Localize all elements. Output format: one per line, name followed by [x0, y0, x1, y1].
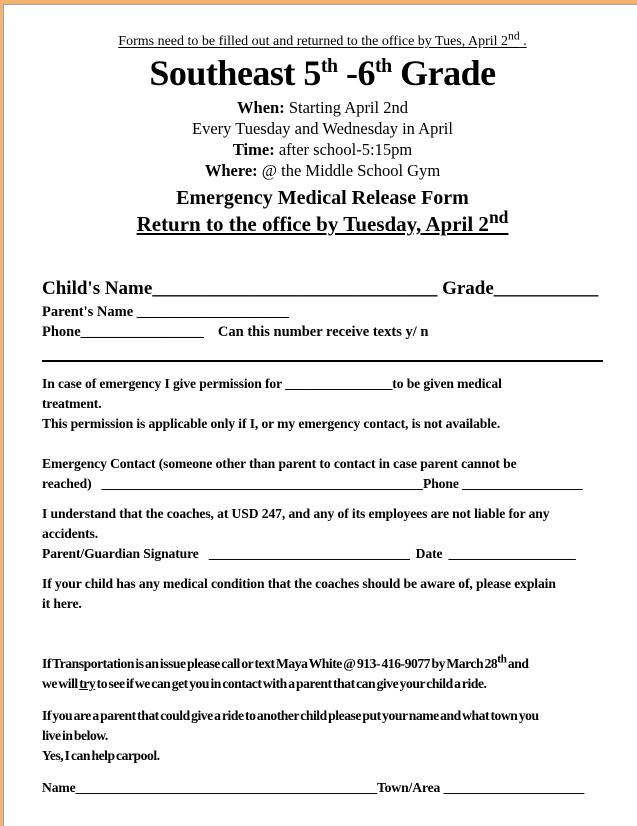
permission-paragraph [42, 374, 603, 434]
permission-blank: ________________ [285, 376, 393, 391]
emergency-contact-paragraph [42, 454, 603, 494]
ordinal-suffix: th [375, 55, 392, 77]
transportation-line-2 [42, 674, 603, 694]
transportation-line-1 [42, 654, 603, 674]
date-blank: ___________________ [448, 546, 576, 561]
transportation-paragraph-1 [42, 654, 603, 694]
title-part: Grade [391, 53, 496, 93]
transportation-text: to see if we can get you in contact with a parent that can give your child a ride. [95, 676, 487, 691]
top-notice-text: Forms need to be filled out and returned to the office by Tues, April 2 [118, 34, 509, 49]
ordinal-suffix: th [497, 653, 507, 666]
reached-label: reached) [42, 476, 92, 491]
transportation-text: and [506, 656, 529, 671]
parent-name-label: Parent's Name [42, 304, 137, 320]
ordinal-suffix: th [320, 55, 338, 77]
time-value: after school-5:15pm [274, 140, 413, 159]
emergency-contact-line-1: Emergency Contact (someone other than parent to contact in case parent cannot be [42, 456, 517, 471]
parent-name-blank: _____________________ [136, 304, 290, 320]
time-line [42, 139, 603, 160]
ordinal-suffix: nd [488, 207, 509, 227]
town-label: Town/Area [376, 780, 444, 795]
ordinal-suffix: nd [508, 29, 520, 43]
medical-condition-line-2: it here. [42, 596, 82, 611]
emergency-phone-blank: __________________ [462, 476, 583, 491]
time-label: Time: [232, 140, 275, 159]
return-notice-text: Return to the office by Tuesday, April 2 [136, 212, 489, 236]
return-notice [42, 207, 603, 238]
schedule-line: Every Tuesday and Wednesday in April [192, 119, 453, 138]
transportation-text: If Transportation is an issue please call or text Maya White @ 913- 416-9077 by March 28 [42, 656, 498, 671]
phone-question: Can this number receive texts y/ n [217, 324, 429, 340]
permission-text: to be given medical [392, 376, 502, 391]
medical-condition-line-1: If your child has any medical condition that the coaches should be aware of, please explain [42, 576, 556, 591]
liability-paragraph [42, 504, 603, 564]
title-part: Southeast 5 [149, 53, 321, 93]
liability-line-1: I understand that the coaches, at USD 247, and any of its employees are not liable for any [42, 506, 550, 521]
when-line [42, 97, 603, 118]
document-page [3, 4, 637, 826]
when-value: Starting April 2nd [284, 98, 408, 117]
grade-blank: ___________ [493, 278, 599, 299]
child-name-row [42, 276, 603, 302]
signature-row [42, 544, 603, 564]
phone-row [42, 322, 603, 342]
permission-line-3: This permission is applicable only if I, or my emergency contact, is not available. [42, 416, 501, 431]
where-label: Where: [204, 161, 258, 180]
title-part: -6 [337, 53, 376, 93]
section-divider [42, 360, 603, 362]
transportation-text: we will [42, 676, 80, 691]
permission-text: In case of emergency I give permission for [42, 376, 286, 391]
when-label: When: [237, 98, 285, 117]
try-emphasis: try [79, 676, 96, 691]
liability-line-2: accidents. [42, 526, 99, 541]
carpool-line-1: If you are a parent that could give a ride to another child please put your name and what town you [42, 708, 539, 723]
document-content [4, 5, 637, 798]
signature-label: Parent/Guardian Signature [42, 546, 199, 561]
emergency-phone-label: Phone [423, 476, 463, 491]
top-notice-tail: . [519, 34, 527, 49]
transportation-paragraph-2 [42, 706, 603, 766]
child-name-label: Child's Name [42, 278, 153, 299]
where-line [42, 160, 603, 181]
form-title: Emergency Medical Release Form [176, 187, 469, 209]
permission-line-1 [42, 374, 603, 394]
permission-line-2: treatment. [42, 396, 102, 411]
where-value: @ the Middle School Gym [257, 161, 441, 180]
carpool-offer-line: Yes, I can help carpool. [42, 748, 160, 763]
emergency-contact-blank: ________________________________________________ [101, 476, 423, 491]
child-name-blank: ______________________________ [152, 278, 438, 299]
town-blank: _____________________ [443, 780, 585, 795]
date-label: Date [415, 546, 443, 561]
carpool-name-row [42, 778, 603, 798]
top-notice [42, 29, 603, 51]
medical-condition-paragraph [42, 574, 603, 614]
parent-name-row [42, 302, 603, 322]
emergency-contact-line-2 [42, 474, 603, 494]
name-blank: _____________________________________________ [75, 780, 377, 795]
phone-blank: _________________ [80, 324, 204, 340]
name-label: Name [42, 780, 76, 795]
phone-label: Phone [42, 324, 81, 340]
carpool-line-2: live in below. [42, 728, 108, 743]
grade-label: Grade [437, 278, 494, 299]
signature-blank: ______________________________ [208, 546, 410, 561]
page-title [42, 53, 603, 93]
